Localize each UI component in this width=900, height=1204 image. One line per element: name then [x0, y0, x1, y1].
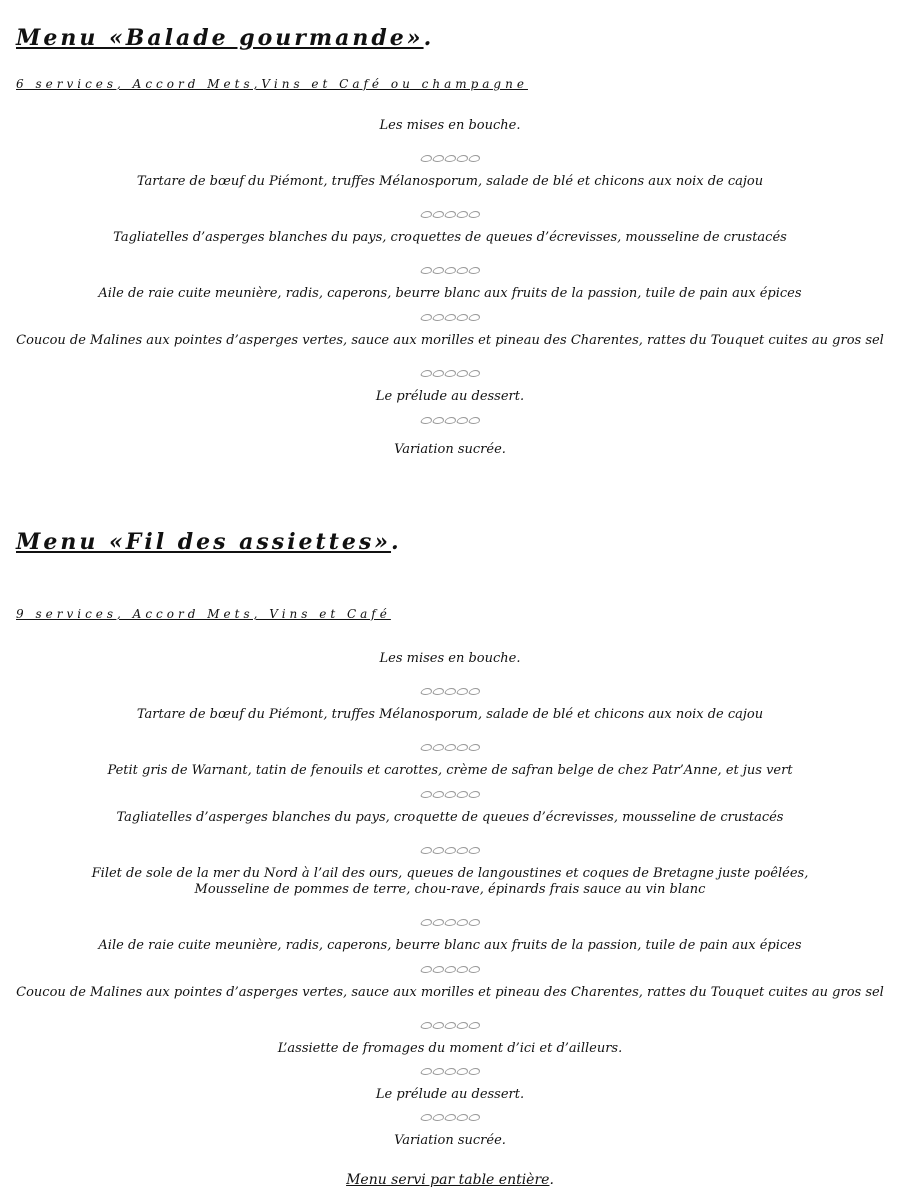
ornament-divider [0, 1020, 900, 1030]
menu-2-course: Tagliatelles d’asperges blanches du pays, croquette de queues d’écrevisses, mousseline de crustacés [116, 810, 784, 825]
footer-note [0, 1172, 900, 1188]
ornament-divider [0, 312, 900, 322]
menu-1-course: Variation sucrée. [394, 442, 506, 457]
footer-note-period: . [549, 1172, 554, 1188]
ornament-divider [0, 368, 900, 378]
menu-2-course: Variation sucrée. [394, 1133, 506, 1148]
menu-1-course: Les mises en bouche. [379, 118, 521, 133]
menu-2-course: Tartare de bœuf du Piémont, truffes Mélanosporum, salade de blé et chicons aux noix de cajou [136, 707, 764, 722]
menu-1-course: Tartare de bœuf du Piémont, truffes Mélanosporum, salade de blé et chicons aux noix de cajou [136, 174, 764, 189]
ornament-divider [0, 686, 900, 696]
menu-1-course: Coucou de Malines aux pointes d’asperges vertes, sauce aux morilles et pineau des Charentes, rattes du Touquet cuites au gros sel [16, 333, 884, 348]
ornament-divider [0, 964, 900, 974]
menu-2-course: Le prélude au dessert. [375, 1087, 525, 1102]
menu-2-title-text: Menu «Fil des assiettes» [16, 529, 392, 555]
menu-2-course: Petit gris de Warnant, tatin de fenouils et carottes, crème de safran belge de chez Patr’Anne, et jus vert [107, 763, 793, 778]
ornament-divider [0, 153, 900, 163]
menu-1-course: Le prélude au dessert. [375, 389, 525, 404]
ornament-divider [0, 415, 900, 425]
menu-1-title-text: Menu «Balade gourmande» [16, 25, 424, 51]
menu-1-course: Tagliatelles d’asperges blanches du pays, croquettes de queues d’écrevisses, mousseline de crustacés [113, 230, 787, 245]
ornament-divider [0, 845, 900, 855]
ornament-divider [0, 209, 900, 219]
ornament-divider [0, 742, 900, 752]
menu-1-title [16, 25, 434, 51]
ornament-divider [0, 789, 900, 799]
menu-2-course: Mousseline de pommes de terre, chou-rave, épinards frais sauce au vin blanc [194, 882, 706, 897]
menu-2-title [16, 529, 402, 555]
menu-2-course: Aile de raie cuite meunière, radis, caperons, beurre blanc aux fruits de la passion, tuile de pain aux épices [98, 938, 802, 953]
ornament-divider [0, 1066, 900, 1076]
ornament-divider [0, 265, 900, 275]
menu-2-course: Coucou de Malines aux pointes d’asperges vertes, sauce aux morilles et pineau des Charentes, rattes du Touquet cuites au gros sel [16, 985, 884, 1000]
ornament-divider [0, 1112, 900, 1122]
menu-1-title-period: . [423, 25, 435, 51]
menu-2-course: Les mises en bouche. [379, 651, 521, 666]
menu-2-course: Filet de sole de la mer du Nord à l’ail des ours, queues de langoustines et coques de Bretagne juste poêlées, [91, 866, 809, 881]
footer-note-text: Menu servi par table entière [346, 1172, 550, 1188]
ornament-divider [0, 917, 900, 927]
menu-1-subtitle: 6 services, Accord Mets,Vins et Café ou champagne [16, 77, 528, 91]
menu-2-title-period: . [391, 529, 402, 555]
menu-2-subtitle: 9 services, Accord Mets, Vins et Café [16, 607, 391, 621]
menu-1-course: Aile de raie cuite meunière, radis, caperons, beurre blanc aux fruits de la passion, tuile de pain aux épices [98, 286, 802, 301]
menu-2-course: L’assiette de fromages du moment d’ici et d’ailleurs. [277, 1041, 623, 1056]
